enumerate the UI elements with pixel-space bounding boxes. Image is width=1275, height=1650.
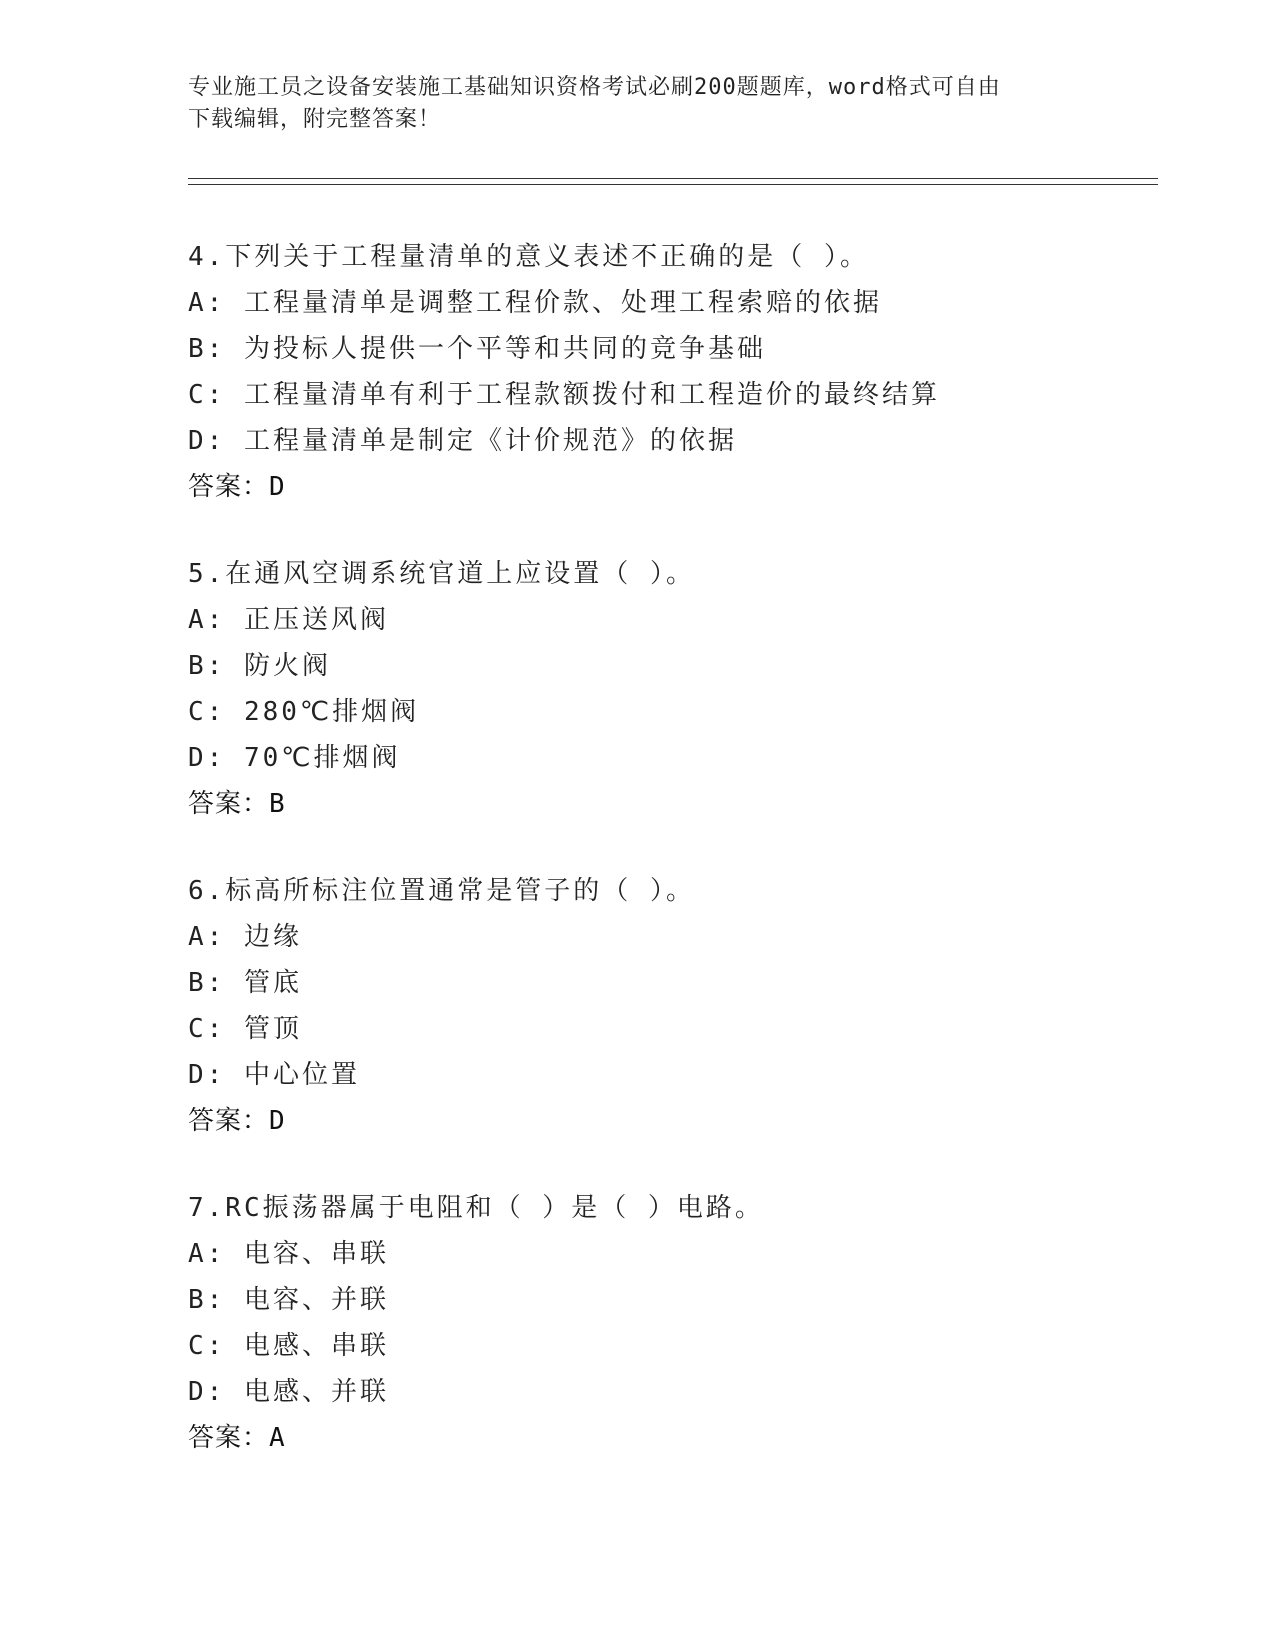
answer-value: B <box>269 789 286 819</box>
option-b: B: 管底 <box>188 968 302 998</box>
option-d: D: 电感、并联 <box>188 1377 389 1407</box>
answer-value: D <box>269 472 286 502</box>
answer-label: 答案： <box>188 472 270 502</box>
answer-line <box>188 1415 1188 1461</box>
option-d: D: 70℃排烟阀 <box>188 743 401 773</box>
answer-line <box>188 1098 1188 1144</box>
option-a: A: 边缘 <box>188 922 302 952</box>
option-c: C: 管顶 <box>188 1014 302 1044</box>
question-stem: 7.RC振荡器属于电阻和（ ）是（ ）电路。 <box>188 1193 764 1223</box>
question-7 <box>188 1185 1188 1461</box>
header-line-2: 下载编辑，附完整答案！ <box>188 107 442 132</box>
question-4 <box>188 234 1188 510</box>
question-stem: 5.在通风空调系统官道上应设置（ ）。 <box>188 559 695 589</box>
answer-line <box>188 464 1188 510</box>
answer-label: 答案： <box>188 1423 270 1453</box>
option-a: A: 电容、串联 <box>188 1239 389 1269</box>
option-d: D: 工程量清单是制定《计价规范》的依据 <box>188 426 737 456</box>
option-d: D: 中心位置 <box>188 1060 360 1090</box>
option-b: B: 防火阀 <box>188 651 331 681</box>
answer-value: D <box>269 1106 286 1136</box>
question-5 <box>188 551 1188 827</box>
option-c: C: 工程量清单有利于工程款额拨付和工程造价的最终结算 <box>188 380 940 410</box>
option-c: C: 280℃排烟阀 <box>188 697 420 727</box>
answer-value: A <box>269 1423 286 1453</box>
answer-label: 答案： <box>188 789 270 819</box>
document-header <box>188 72 1088 136</box>
question-stem: 6.标高所标注位置通常是管子的（ ）。 <box>188 876 695 906</box>
question-stem: 4.下列关于工程量清单的意义表述不正确的是（ ）。 <box>188 242 869 272</box>
option-b: B: 为投标人提供一个平等和共同的竞争基础 <box>188 334 766 364</box>
question-6 <box>188 868 1188 1144</box>
option-c: C: 电感、串联 <box>188 1331 389 1361</box>
question-list <box>188 234 1188 1502</box>
header-divider <box>188 178 1158 185</box>
answer-line <box>188 781 1188 827</box>
option-b: B: 电容、并联 <box>188 1285 389 1315</box>
option-a: A: 工程量清单是调整工程价款、处理工程索赔的依据 <box>188 288 882 318</box>
answer-label: 答案： <box>188 1106 270 1136</box>
header-line-1: 专业施工员之设备安装施工基础知识资格考试必刷200题题库，word格式可自由 <box>188 75 1001 100</box>
option-a: A: 正压送风阀 <box>188 605 389 635</box>
